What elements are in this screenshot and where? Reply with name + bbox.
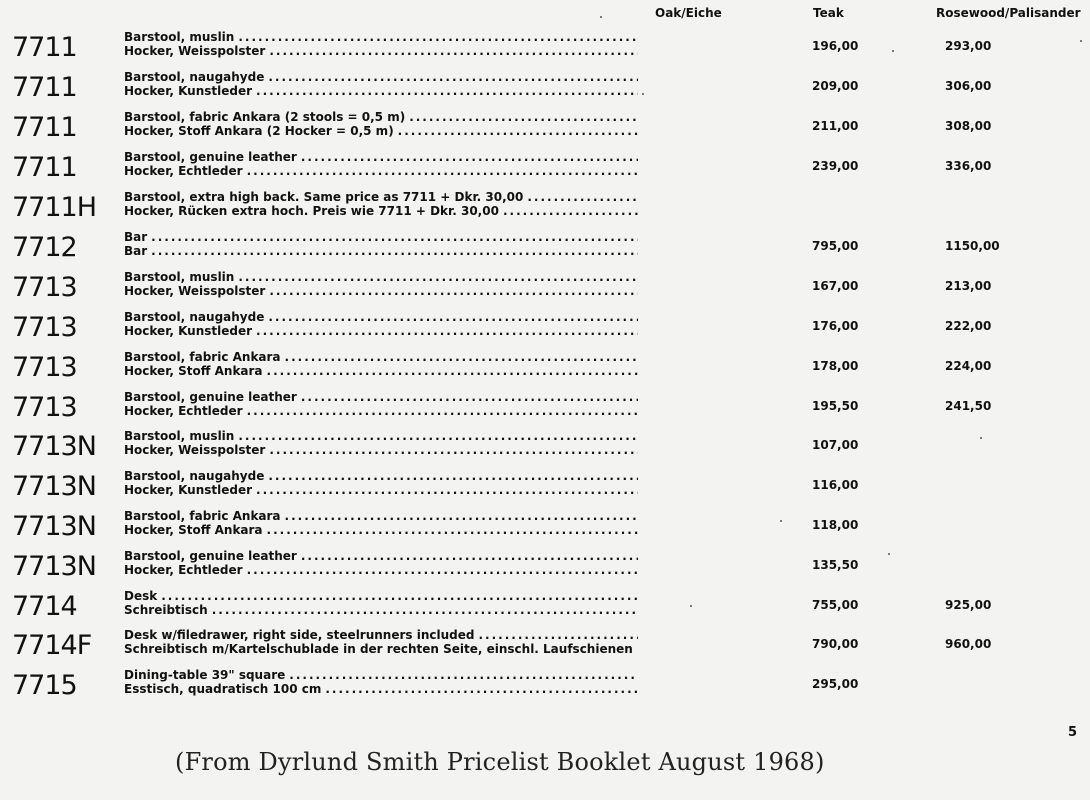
description-german-text: Bar — [124, 244, 148, 258]
table-row — [0, 469, 1090, 509]
speck — [980, 437, 982, 439]
description-german — [124, 682, 638, 696]
item-code: 7713N — [12, 551, 96, 582]
item-description — [124, 150, 638, 178]
description-german-text: Esstisch, quadratisch 100 cm — [124, 682, 322, 696]
price-teak: 176,00 — [812, 319, 859, 333]
description-german-text: Schreibtisch m/Kartelschublade in der rechten Seite, einschl. Laufschienen — [124, 642, 633, 656]
price-rosewood: 336,00 — [945, 159, 992, 173]
description-english — [124, 30, 638, 44]
description-english — [124, 390, 638, 404]
price-teak: 178,00 — [812, 359, 859, 373]
description-english-text: Barstool, fabric Ankara — [124, 350, 281, 364]
description-english-text: Barstool, naugahyde — [124, 469, 265, 483]
speck — [892, 50, 894, 52]
price-rosewood: 213,00 — [945, 279, 992, 293]
description-english — [124, 190, 638, 204]
price-teak: 209,00 — [812, 79, 859, 93]
speck — [600, 16, 602, 18]
leader-dots — [478, 628, 638, 642]
leader-dots — [161, 589, 638, 603]
description-german-text: Hocker, Stoff Ankara (2 Hocker = 0,5 m) — [124, 124, 394, 138]
description-german — [124, 364, 638, 378]
price-teak: 755,00 — [812, 598, 859, 612]
description-german-text: Hocker, Echtleder — [124, 563, 243, 577]
description-german-text: Hocker, Weisspolster — [124, 44, 266, 58]
speck — [888, 553, 890, 555]
item-code: 7711H — [12, 192, 97, 223]
header-rosewood: Rosewood/Palisander — [936, 6, 1081, 20]
price-rosewood: 293,00 — [945, 39, 992, 53]
description-german-text: Hocker, Echtleder — [124, 164, 243, 178]
leader-dots — [151, 244, 638, 258]
description-german — [124, 642, 638, 656]
speck — [780, 520, 782, 522]
item-code: 7711 — [12, 32, 77, 63]
leader-dots — [301, 390, 638, 404]
price-rosewood: 308,00 — [945, 119, 992, 133]
leader-dots — [256, 483, 638, 497]
price-rosewood: 1150,00 — [945, 239, 1000, 253]
item-code: 7714 — [12, 591, 77, 622]
description-german-text: Hocker, Weisspolster — [124, 443, 266, 457]
item-code: 7712 — [12, 232, 77, 263]
description-german-text: Hocker, Kunstleder — [124, 84, 253, 98]
description-german-text: Hocker, Stoff Ankara — [124, 523, 263, 537]
description-german-text: Schreibtisch — [124, 603, 208, 617]
description-german — [124, 124, 638, 138]
description-german — [124, 563, 638, 577]
item-code: 7714F — [12, 630, 92, 661]
description-english-text: Barstool, naugahyde — [124, 70, 265, 84]
leader-dots — [503, 204, 638, 218]
item-description — [124, 230, 638, 258]
item-code: 7711 — [12, 112, 77, 143]
item-description — [124, 70, 638, 98]
speck — [1080, 40, 1082, 42]
description-german — [124, 44, 638, 58]
speck — [690, 605, 692, 607]
item-code: 7713N — [12, 431, 96, 462]
price-teak: 107,00 — [812, 438, 859, 452]
leader-dots — [301, 549, 638, 563]
description-english-text: Barstool, extra high back. Same price as 7711 + Dkr. 30,00 — [124, 190, 524, 204]
table-row — [0, 668, 1090, 708]
item-description — [124, 350, 638, 378]
leader-dots — [637, 642, 638, 656]
header-oak: Oak/Eiche — [655, 6, 722, 20]
description-english-text: Desk — [124, 589, 158, 603]
description-english-text: Barstool, genuine leather — [124, 549, 297, 563]
price-rosewood: 960,00 — [945, 637, 992, 651]
description-english-text: Barstool, fabric Ankara — [124, 509, 281, 523]
table-row — [0, 390, 1090, 430]
item-description — [124, 469, 638, 497]
item-code: 7713N — [12, 511, 96, 542]
price-teak: 790,00 — [812, 637, 859, 651]
item-description — [124, 390, 638, 418]
description-english-text: Barstool, muslin — [124, 30, 235, 44]
leader-dots — [398, 124, 638, 138]
item-code: 7713 — [12, 312, 77, 343]
leader-dots — [238, 270, 638, 284]
price-teak: 118,00 — [812, 518, 859, 532]
table-row — [0, 190, 1090, 230]
table-row — [0, 589, 1090, 629]
description-english — [124, 70, 638, 84]
item-code: 7713 — [12, 392, 77, 423]
table-row — [0, 230, 1090, 270]
price-rosewood: 224,00 — [945, 359, 992, 373]
price-rosewood: 925,00 — [945, 598, 992, 612]
leader-dots — [301, 150, 638, 164]
description-english-text: Dining-table 39" square — [124, 668, 286, 682]
description-english-text: Desk w/filedrawer, right side, steelrunners included — [124, 628, 475, 642]
description-german-text: Hocker, Kunstleder — [124, 324, 253, 338]
description-english — [124, 350, 638, 364]
speck — [642, 93, 644, 95]
description-german — [124, 84, 638, 98]
page-number: 5 — [1068, 725, 1078, 740]
leader-dots — [267, 364, 638, 378]
table-row — [0, 150, 1090, 190]
leader-dots — [325, 682, 638, 696]
description-english — [124, 668, 638, 682]
item-code: 7713 — [12, 352, 77, 383]
caption: (From Dyrlund Smith Pricelist Booklet August 1968) — [175, 748, 825, 776]
item-description — [124, 30, 638, 58]
table-row — [0, 70, 1090, 110]
leader-dots — [247, 563, 638, 577]
price-rosewood: 306,00 — [945, 79, 992, 93]
leader-dots — [268, 469, 638, 483]
item-description — [124, 190, 638, 218]
item-code: 7711 — [12, 72, 77, 103]
description-german — [124, 244, 638, 258]
item-description — [124, 549, 638, 577]
item-description — [124, 509, 638, 537]
leader-dots — [269, 44, 638, 58]
description-german-text: Hocker, Kunstleder — [124, 483, 253, 497]
leader-dots — [212, 603, 638, 617]
leader-dots — [285, 509, 638, 523]
description-english — [124, 429, 638, 443]
leader-dots — [285, 350, 638, 364]
leader-dots — [247, 164, 638, 178]
price-teak: 167,00 — [812, 279, 859, 293]
table-row — [0, 310, 1090, 350]
leader-dots — [268, 70, 638, 84]
leader-dots — [238, 30, 638, 44]
description-english — [124, 589, 638, 603]
item-code: 7713N — [12, 471, 96, 502]
item-description — [124, 628, 638, 656]
table-row — [0, 270, 1090, 310]
leader-dots — [151, 230, 638, 244]
price-teak: 116,00 — [812, 478, 859, 492]
description-english-text: Barstool, genuine leather — [124, 390, 297, 404]
description-german — [124, 523, 638, 537]
description-english — [124, 310, 638, 324]
description-english — [124, 469, 638, 483]
description-german — [124, 404, 638, 418]
item-description — [124, 429, 638, 457]
description-english — [124, 230, 638, 244]
description-german-text: Hocker, Stoff Ankara — [124, 364, 263, 378]
leader-dots — [527, 190, 638, 204]
description-english — [124, 549, 638, 563]
price-rosewood: 222,00 — [945, 319, 992, 333]
item-description — [124, 310, 638, 338]
item-description — [124, 270, 638, 298]
description-german-text: Hocker, Weisspolster — [124, 284, 266, 298]
price-teak: 295,00 — [812, 677, 859, 691]
description-english-text: Barstool, muslin — [124, 429, 235, 443]
description-english-text: Barstool, genuine leather — [124, 150, 297, 164]
description-german — [124, 324, 638, 338]
item-code: 7713 — [12, 272, 77, 303]
description-german-text: Hocker, Echtleder — [124, 404, 243, 418]
leader-dots — [289, 668, 638, 682]
leader-dots — [256, 84, 638, 98]
leader-dots — [256, 324, 638, 338]
leader-dots — [268, 310, 638, 324]
item-description — [124, 668, 638, 696]
price-teak: 195,50 — [812, 399, 859, 413]
description-german — [124, 284, 638, 298]
description-english — [124, 628, 638, 642]
header-teak: Teak — [813, 6, 844, 20]
leader-dots — [409, 110, 638, 124]
leader-dots — [238, 429, 638, 443]
table-row — [0, 509, 1090, 549]
description-german — [124, 204, 638, 218]
description-german — [124, 603, 638, 617]
price-teak: 795,00 — [812, 239, 859, 253]
table-row — [0, 110, 1090, 150]
leader-dots — [247, 404, 638, 418]
leader-dots — [269, 443, 638, 457]
description-english — [124, 150, 638, 164]
price-teak: 135,50 — [812, 558, 859, 572]
table-row — [0, 628, 1090, 668]
price-teak: 196,00 — [812, 39, 859, 53]
table-row — [0, 429, 1090, 469]
price-rosewood: 241,50 — [945, 399, 992, 413]
item-description — [124, 589, 638, 617]
table-row — [0, 30, 1090, 70]
item-code: 7715 — [12, 670, 77, 701]
price-teak: 211,00 — [812, 119, 859, 133]
item-code: 7711 — [12, 152, 77, 183]
table-row — [0, 549, 1090, 589]
description-german-text: Hocker, Rücken extra hoch. Preis wie 7711 + Dkr. 30,00 — [124, 204, 499, 218]
description-german — [124, 443, 638, 457]
leader-dots — [269, 284, 638, 298]
description-english-text: Barstool, muslin — [124, 270, 235, 284]
description-english — [124, 270, 638, 284]
item-description — [124, 110, 638, 138]
price-teak: 239,00 — [812, 159, 859, 173]
description-english-text: Barstool, fabric Ankara (2 stools = 0,5 m) — [124, 110, 406, 124]
description-german — [124, 483, 638, 497]
description-german — [124, 164, 638, 178]
description-english — [124, 110, 638, 124]
description-english-text: Bar — [124, 230, 148, 244]
description-english-text: Barstool, naugahyde — [124, 310, 265, 324]
table-row — [0, 350, 1090, 390]
description-english — [124, 509, 638, 523]
leader-dots — [267, 523, 638, 537]
